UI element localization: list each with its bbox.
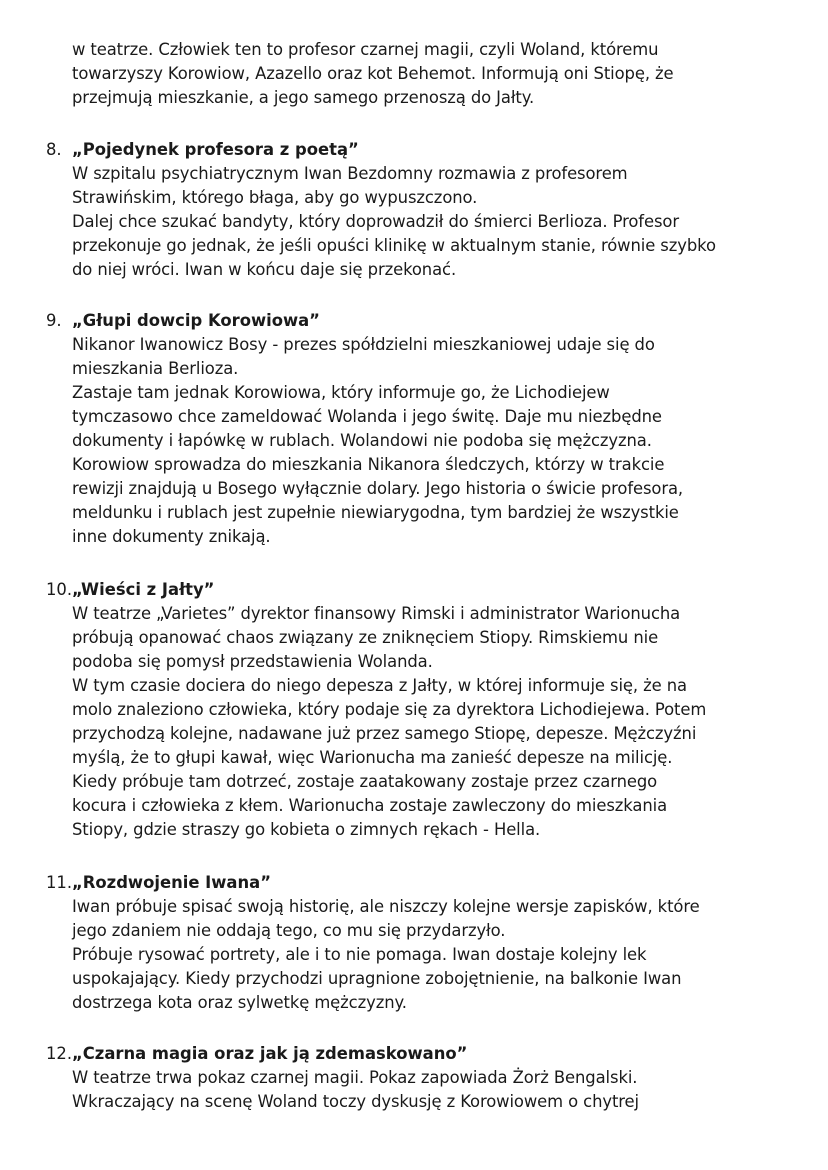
text-line: w teatrze. Człowiek ten to profesor czarnej magii, czyli Woland, któremu: [72, 40, 659, 59]
text-line: Iwan próbuje spisać swoją historię, ale niszczy kolejne wersje zapisków, które: [72, 897, 700, 916]
text-line: Próbuje rysować portrety, ale i to nie pomaga. Iwan dostaje kolejny lek: [72, 945, 647, 964]
text-line: Strawińskim, którego błaga, aby go wypuszczono.: [72, 188, 478, 207]
text-line: W tym czasie dociera do niego depesza z Jałty, w której informuje się, że na: [72, 676, 687, 695]
text-line: próbują opanować chaos związany ze zniknęciem Stiopy. Rimskiemu nie: [72, 628, 659, 647]
chapter-number: 9.: [46, 311, 62, 330]
chapter-title: „Czarna magia oraz jak ją zdemaskowano”: [72, 1044, 468, 1063]
text-line: Kiedy próbuje tam dotrzeć, zostaje zaatakowany zostaje przez czarnego: [72, 772, 658, 791]
chapter-number: 8.: [46, 140, 62, 159]
intro-paragraph: [72, 38, 802, 110]
chapter-number: 10.: [46, 580, 73, 599]
text-line: Zastaje tam jednak Korowiowa, który informuje go, że Lichodiejew: [72, 383, 610, 402]
text-line: W teatrze „Varietes” dyrektor finansowy Rimski i administrator Warionucha: [72, 604, 681, 623]
text-line: rewizji znajdują u Bosego wyłącznie dolary. Jego historia o świcie profesora,: [72, 479, 684, 498]
text-line: molo znaleziono człowieka, który podaje się za dyrektora Lichodiejewa. Potem: [72, 700, 707, 719]
text-line: inne dokumenty znikają.: [72, 527, 271, 546]
chapter-body: [72, 138, 812, 282]
text-line: uspokajający. Kiedy przychodzi upragnione zobojętnienie, na balkonie Iwan: [72, 969, 682, 988]
text-line: myślą, że to głupi kawał, więc Warionucha ma zanieść depesze na milicję.: [72, 748, 673, 767]
chapter-body: [72, 871, 812, 1015]
text-line: jego zdaniem nie oddają tego, co mu się przydarzyło.: [72, 921, 506, 940]
text-line: Dalej chce szukać bandyty, który doprowadził do śmierci Berlioza. Profesor: [72, 212, 679, 231]
text-line: do niej wróci. Iwan w końcu daje się przekonać.: [72, 260, 457, 279]
text-line: meldunku i rublach jest zupełnie niewiarygodna, tym bardziej że wszystkie: [72, 503, 679, 522]
chapter-number: 11.: [46, 873, 73, 892]
text-line: mieszkania Berlioza.: [72, 359, 239, 378]
text-line: W teatrze trwa pokaz czarnej magii. Pokaz zapowiada Żorż Bengalski.: [72, 1068, 638, 1087]
text-line: tymczasowo chce zameldować Wolanda i jego świtę. Daje mu niezbędne: [72, 407, 662, 426]
text-line: Nikanor Iwanowicz Bosy - prezes spółdzielni mieszkaniowej udaje się do: [72, 335, 655, 354]
text-line: dokumenty i łapówkę w rublach. Wolandowi nie podoba się mężczyzna.: [72, 431, 652, 450]
chapter-title: „Głupi dowcip Korowiowa”: [72, 311, 320, 330]
text-line: przekonuje go jednak, że jeśli opuści klinikę w aktualnym stanie, równie szybko: [72, 236, 716, 255]
chapter-title: „Pojedynek profesora z poetą”: [72, 140, 359, 159]
text-line: towarzyszy Korowiow, Azazello oraz kot Behemot. Informują oni Stiopę, że: [72, 64, 674, 83]
text-line: przychodzą kolejne, nadawane już przez samego Stiopę, depesze. Mężczyźni: [72, 724, 697, 743]
text-line: podoba się pomysł przedstawienia Wolanda.: [72, 652, 433, 671]
chapter-body: [72, 1042, 812, 1114]
chapter-number: 12.: [46, 1044, 73, 1063]
text-line: Wkraczający na scenę Woland toczy dyskusję z Korowiowem o chytrej: [72, 1092, 639, 1111]
text-line: przejmują mieszkanie, a jego samego przenoszą do Jałty.: [72, 88, 535, 107]
chapter-body: [72, 309, 812, 549]
chapter-title: „Rozdwojenie Iwana”: [72, 873, 271, 892]
chapter-title: „Wieści z Jałty”: [72, 580, 215, 599]
text-line: kocura i człowieka z kłem. Warionucha zostaje zawleczony do mieszkania: [72, 796, 668, 815]
text-line: dostrzega kota oraz sylwetkę mężczyzny.: [72, 993, 407, 1012]
chapter-body: [72, 578, 812, 842]
text-line: W szpitalu psychiatrycznym Iwan Bezdomny rozmawia z profesorem: [72, 164, 628, 183]
text-line: Korowiow sprowadza do mieszkania Nikanora śledczych, którzy w trakcie: [72, 455, 665, 474]
text-line: Stiopy, gdzie straszy go kobieta o zimnych rękach - Hella.: [72, 820, 541, 839]
